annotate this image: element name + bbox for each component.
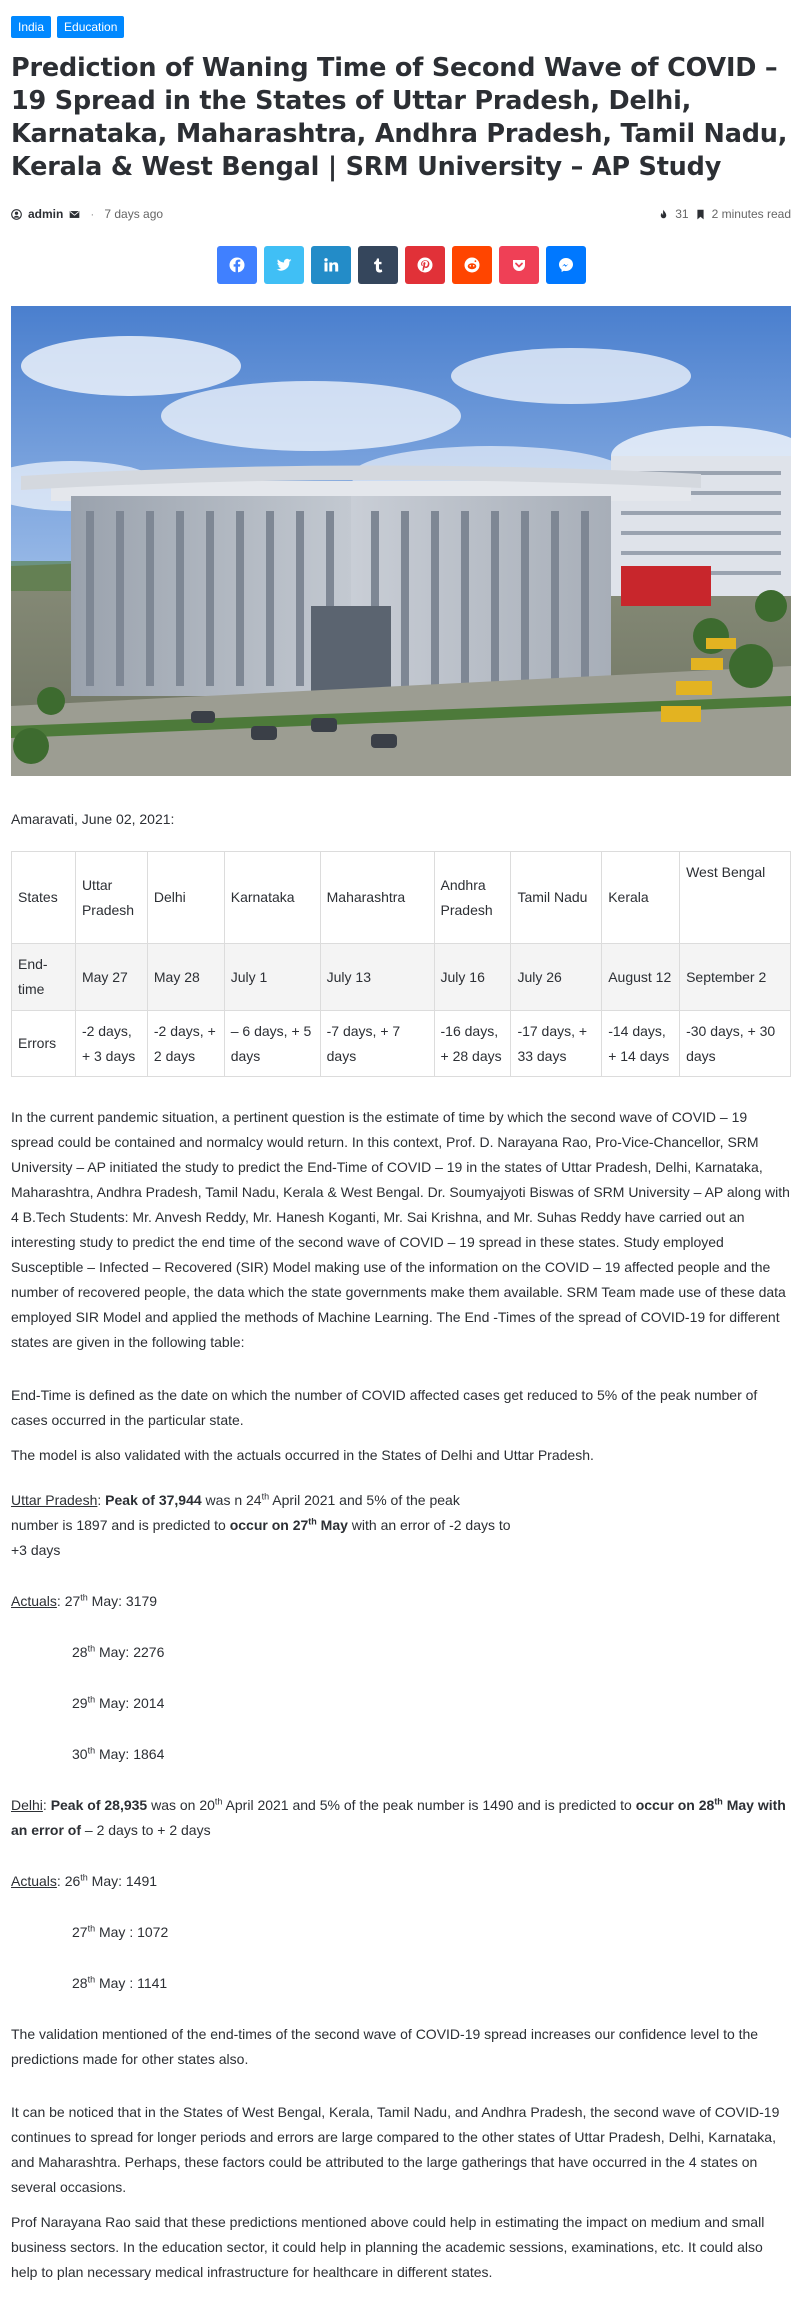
table-cell: July 26 bbox=[511, 944, 602, 1011]
up-actual-day: 30 bbox=[72, 1746, 88, 1762]
delhi-actual-day: 27 bbox=[72, 1924, 88, 1940]
colon: : bbox=[56, 1873, 65, 1889]
facebook-icon bbox=[229, 257, 245, 273]
share-buttons bbox=[11, 246, 791, 284]
table-cell: Delhi bbox=[147, 852, 224, 944]
table-cell: Kerala bbox=[602, 852, 680, 944]
up-peak: Peak of 37,944 bbox=[105, 1492, 202, 1508]
table-cell: -17 days, + 33 days bbox=[511, 1011, 602, 1077]
share-twitter-button[interactable] bbox=[264, 246, 304, 284]
colon: : bbox=[97, 1492, 102, 1508]
up-occur: occur on 27 bbox=[229, 1517, 309, 1533]
table-cell: September 2 bbox=[680, 944, 791, 1011]
fire-icon bbox=[658, 209, 669, 220]
share-pocket-button[interactable] bbox=[499, 246, 539, 284]
paragraph-end-time-definition: End-Time is defined as the date on which the number of COVID affected cases get reduced to 5% of the peak number of cases occurred in the particular state. bbox=[11, 1387, 758, 1428]
table-row bbox=[12, 944, 791, 1011]
up-label: Uttar Pradesh bbox=[11, 1492, 98, 1508]
messenger-icon bbox=[558, 257, 574, 273]
up-actual-day: 29 bbox=[72, 1695, 88, 1711]
up-text-2: April 2021 and 5% of the peak number is 1897 and is predicted to bbox=[11, 1492, 460, 1533]
up-text-1: was n 24 bbox=[201, 1492, 262, 1508]
table-cell: -16 days, + 28 days bbox=[434, 1011, 511, 1077]
share-tumblr-button[interactable] bbox=[358, 246, 398, 284]
share-pinterest-button[interactable] bbox=[405, 246, 445, 284]
read-time: 2 minutes read bbox=[711, 207, 791, 221]
up-actual-sup: th bbox=[87, 1694, 96, 1705]
up-actual-line bbox=[11, 1640, 791, 1665]
delhi-actual-day: 26 bbox=[64, 1873, 81, 1889]
meta-right bbox=[658, 207, 791, 221]
delhi-actual-value: May : 1072 bbox=[95, 1924, 169, 1940]
table-cell: Errors bbox=[12, 1011, 76, 1077]
paragraph-intro: In the current pandemic situation, a pertinent question is the estimate of time by which the second wave of COVID – 19 spread could be contained and normalcy would return. In this context, Prof. D. Narayana Rao, Pro-Vice-Chancellor, SRM University – AP initiated the study to predict the End-Time of COVID – 19 in the states of Uttar Pradesh, Delhi, Karnataka, Maharashtra, Andhra Pradesh, Tamil Nadu, Kerala & West Bengal. Dr. Soumyajyoti Biswas of SRM University – AP along with 4 B.Tech Students: Mr. Anvesh Reddy, Mr. Hanesh Koganti, Mr. Sai Krishna, and Mr. Suhas Reddy have carried out an interesting study to predict the end time of the second wave of COVID – 19 spread in these states. Study employed Susceptible – Infected – Recovered (SIR) Model making use of the information on the COVID – 19 affected people and the number of recovered people, the data which the state governments make them available. SRM Team made use of these data employed SIR Model and applied the methods of Machine Learning. The End -Times of the spread of COVID-19 for different states are given in the following table: bbox=[11, 1109, 790, 1350]
table-cell: Maharashtra bbox=[320, 852, 434, 944]
twitter-icon bbox=[276, 257, 292, 273]
table-cell: End-time bbox=[12, 944, 76, 1011]
delhi-actual-value: May : 1141 bbox=[95, 1975, 168, 1991]
up-text-3: with an error of -2 days to +3 days bbox=[11, 1517, 511, 1558]
article-title: Prediction of Waning Time of Second Wave of COVID – 19 Spread in the States of Uttar Pradesh, Delhi, Karnataka, Maharashtra, Andhra Pradesh, Tamil Nadu, Kerala & West Bengal | SRM University – AP Study bbox=[11, 53, 788, 182]
delhi-actual-day: 28 bbox=[72, 1975, 88, 1991]
paragraph-confidence: The validation mentioned of the end-times of the second wave of COVID-19 spread increases our confidence level to the predictions made for other states also. bbox=[11, 2026, 759, 2067]
pocket-icon bbox=[511, 257, 527, 273]
up-actuals-line bbox=[11, 1589, 791, 1614]
delhi-actuals-line bbox=[11, 1869, 791, 1894]
table-cell: Andhra Pradesh bbox=[434, 852, 511, 944]
share-linkedin-button[interactable] bbox=[311, 246, 351, 284]
delhi-label: Delhi bbox=[11, 1797, 43, 1813]
paragraph-uttar-pradesh bbox=[11, 1488, 511, 1563]
table-cell: July 16 bbox=[434, 944, 511, 1011]
delhi-peak: Peak of 28,935 bbox=[50, 1797, 148, 1813]
category-list bbox=[11, 0, 791, 38]
delhi-actual-line bbox=[11, 1971, 791, 1996]
author-link[interactable]: admin bbox=[28, 207, 64, 221]
paragraph-delhi bbox=[11, 1793, 791, 1843]
pinterest-icon bbox=[417, 257, 433, 273]
delhi-text-2: April 2021 and 5% of the peak number is 1490 and is predicted to bbox=[222, 1797, 636, 1813]
table-cell: -7 days, + 7 days bbox=[320, 1011, 434, 1077]
table-cell: -2 days, + 2 days bbox=[147, 1011, 224, 1077]
delhi-text-3: – 2 days to + 2 days bbox=[81, 1822, 211, 1838]
table-cell: West Bengal bbox=[680, 852, 791, 944]
delhi-actual-sup: th bbox=[80, 1872, 88, 1883]
up-sup-1: th bbox=[261, 1491, 270, 1502]
delhi-actual-line bbox=[11, 1920, 791, 1945]
delhi-text-1: was on 20 bbox=[147, 1797, 215, 1813]
share-messenger-button[interactable] bbox=[546, 246, 586, 284]
up-may: May bbox=[316, 1517, 348, 1533]
paragraph-impact: Prof Narayana Rao said that these predictions mentioned above could help in estimating the impact on medium and small business sectors. In the education sector, it could help in planning the academic sessions, examinations, etc. It could also help to plan necessary medical infrastructure for healthcare in different states. bbox=[11, 2214, 765, 2280]
up-actual-sup: th bbox=[80, 1592, 88, 1603]
up-actuals-label: Actuals bbox=[11, 1593, 57, 1609]
table-cell: Karnataka bbox=[224, 852, 320, 944]
delhi-actual-value: May: 1491 bbox=[87, 1873, 158, 1889]
up-actual-value: May: 1864 bbox=[95, 1746, 165, 1762]
up-actual-sup: th bbox=[87, 1745, 96, 1756]
table-cell: July 1 bbox=[224, 944, 320, 1011]
tumblr-icon bbox=[370, 257, 386, 273]
campus-building-image bbox=[11, 306, 791, 776]
up-actual-line bbox=[11, 1742, 791, 1767]
up-sup-2: th bbox=[308, 1516, 317, 1527]
featured-image bbox=[11, 306, 791, 776]
paragraph-validation: The model is also validated with the actuals occurred in the States of Delhi and Uttar Pradesh. bbox=[11, 1447, 594, 1463]
end-time-table bbox=[11, 851, 791, 1077]
envelope-icon[interactable] bbox=[69, 209, 80, 220]
delhi-actual-sup: th bbox=[87, 1974, 96, 1985]
colon: : bbox=[42, 1797, 51, 1813]
bookmark-icon bbox=[695, 209, 706, 220]
table-cell: Uttar Pradesh bbox=[75, 852, 147, 944]
table-cell: Tamil Nadu bbox=[511, 852, 602, 944]
article-body bbox=[11, 1105, 791, 2285]
table-cell: States bbox=[12, 852, 76, 944]
up-actual-day: 28 bbox=[72, 1644, 88, 1660]
up-actual-value: May: 3179 bbox=[87, 1593, 158, 1609]
reddit-icon bbox=[464, 257, 480, 273]
linkedin-icon bbox=[323, 257, 339, 273]
table-cell: May 28 bbox=[147, 944, 224, 1011]
delhi-actuals-label: Actuals bbox=[11, 1873, 57, 1889]
table-row bbox=[12, 852, 791, 944]
meta-separator: · bbox=[90, 207, 95, 221]
category-india[interactable]: India bbox=[11, 16, 51, 38]
delhi-sup-1: th bbox=[214, 1796, 223, 1807]
share-facebook-button[interactable] bbox=[217, 246, 257, 284]
delhi-sup-2: th bbox=[714, 1796, 723, 1807]
table-row bbox=[12, 1011, 791, 1077]
table-cell: July 13 bbox=[320, 944, 434, 1011]
delhi-occur: occur on 28 bbox=[635, 1797, 715, 1813]
delhi-may: May with an error of bbox=[11, 1797, 786, 1838]
user-icon bbox=[11, 209, 22, 220]
up-actual-day: 27 bbox=[64, 1593, 81, 1609]
table-cell: – 6 days, + 5 days bbox=[224, 1011, 320, 1077]
table-cell: -30 days, + 30 days bbox=[680, 1011, 791, 1077]
meta-left bbox=[11, 207, 163, 221]
share-reddit-button[interactable] bbox=[452, 246, 492, 284]
view-count: 31 bbox=[675, 207, 689, 221]
table-cell: May 27 bbox=[75, 944, 147, 1011]
up-actual-sup: th bbox=[87, 1643, 96, 1654]
paragraph-longer-spread: It can be noticed that in the States of West Bengal, Kerala, Tamil Nadu, and Andhra Pradesh, the second wave of COVID-19 continues to spread for longer periods and errors are large compared to the other states of Uttar Pradesh, Delhi, Karnataka, and Maharashtra. Perhaps, these factors could be attributed to the large gatherings that have occurred in the 4 states on several occasions. bbox=[11, 2104, 780, 2195]
up-actual-value: May: 2276 bbox=[95, 1644, 165, 1660]
category-education[interactable]: Education bbox=[57, 16, 124, 38]
up-actual-line bbox=[11, 1691, 791, 1716]
post-date: 7 days ago bbox=[104, 207, 164, 221]
post-meta bbox=[11, 206, 791, 222]
table-cell: August 12 bbox=[602, 944, 680, 1011]
table-cell: -14 days, + 14 days bbox=[602, 1011, 680, 1077]
table-cell: -2 days, + 3 days bbox=[75, 1011, 147, 1077]
colon: : bbox=[56, 1593, 65, 1609]
delhi-actual-sup: th bbox=[87, 1923, 96, 1934]
up-actual-value: May: 2014 bbox=[95, 1695, 165, 1711]
dateline: Amaravati, June 02, 2021: bbox=[11, 811, 175, 827]
